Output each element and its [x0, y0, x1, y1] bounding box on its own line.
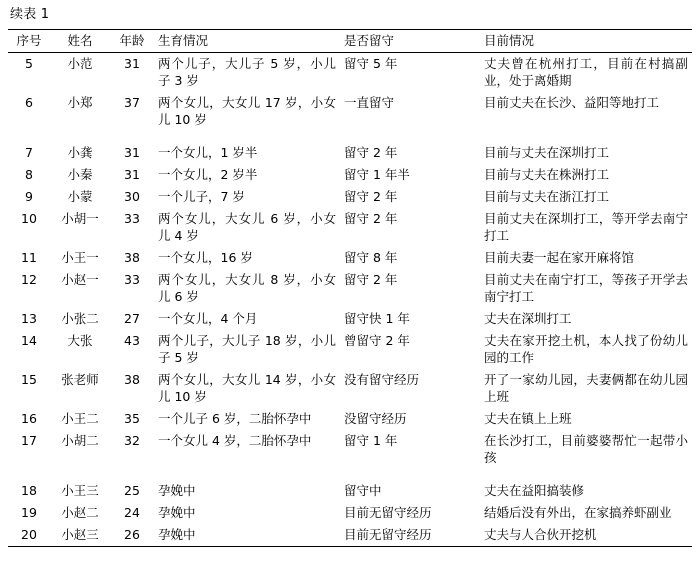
- cell-seq: 7: [25, 145, 33, 160]
- cell-current: 目前夫妻一起在家开麻将馆: [484, 250, 635, 265]
- cell-stay: 留守 5 年: [344, 56, 398, 71]
- table-header: [8, 30, 692, 53]
- cell-birth: 两个女儿，大女儿 17 岁，小女儿 10 岁: [158, 95, 336, 127]
- table-row: [8, 308, 692, 330]
- cell-name: 小王一: [61, 250, 99, 265]
- cell-current: 开了一家幼儿园，夫妻俩都在幼儿园上班: [484, 372, 688, 404]
- header-row: [8, 30, 692, 53]
- column-header-birth: 生育情况: [154, 30, 340, 53]
- cell-current: 丈夫在镇上上班: [484, 411, 572, 426]
- cell-name: 小范: [67, 56, 93, 71]
- cell-birth: 一个女儿 4 岁，二胎怀孕中: [158, 433, 312, 448]
- cell-seq: 8: [25, 167, 33, 182]
- cell-name: 小蒙: [67, 189, 93, 204]
- table-row: [8, 208, 692, 247]
- column-header-name: 姓名: [50, 30, 110, 53]
- cell-seq: 6: [25, 95, 33, 110]
- cell-name: 小胡二: [61, 433, 99, 448]
- cell-age: 38: [124, 250, 140, 265]
- cell-seq: 5: [25, 56, 33, 71]
- cell-name: 小郑: [67, 95, 93, 110]
- column-header-age: 年龄: [110, 30, 154, 53]
- survey-table: [8, 29, 692, 547]
- cell-stay: 留守 2 年: [344, 211, 398, 226]
- cell-stay: 留守 2 年: [344, 189, 398, 204]
- cell-name: 小胡一: [61, 211, 99, 226]
- cell-seq: 20: [8, 524, 50, 547]
- cell-current: 目前丈夫在深圳打工，等开学去南宁打工: [484, 211, 688, 243]
- cell-current: 目前与丈夫在浙江打工: [484, 189, 610, 204]
- table-row: [8, 92, 692, 131]
- column-header-stay: 是否留守: [340, 30, 480, 53]
- cell-birth: 孕娩中: [154, 524, 340, 547]
- cell-age: 31: [124, 145, 140, 160]
- cell-birth: 一个儿子，7 岁: [158, 189, 245, 204]
- cell-seq: 9: [25, 189, 33, 204]
- cell-current: 在长沙打工，目前婆婆帮忙一起带小孩: [484, 433, 688, 465]
- cell-age: 33: [124, 211, 140, 226]
- table-row: [8, 186, 692, 208]
- cell-stay: 一直留守: [344, 95, 395, 110]
- cell-age: 35: [124, 411, 140, 426]
- cell-stay: 没有留守经历: [344, 372, 420, 387]
- cell-birth: 一个女儿，2 岁半: [158, 167, 258, 182]
- cell-name: 小龚: [67, 145, 93, 160]
- cell-stay: 留守 1 年: [344, 433, 398, 448]
- cell-stay: 留守 2 年: [344, 272, 398, 287]
- table-row: [8, 430, 692, 469]
- table-row: [8, 142, 692, 164]
- cell-current: 丈夫与人合伙开挖机: [480, 524, 692, 547]
- row-spacer: [8, 131, 692, 142]
- cell-name: 张老师: [61, 372, 99, 387]
- cell-stay: 留守 1 年半: [344, 167, 410, 182]
- cell-stay: 留守中: [344, 483, 382, 498]
- cell-name: 小秦: [67, 167, 93, 182]
- table-row: [8, 164, 692, 186]
- column-header-seq: 序号: [8, 30, 50, 53]
- cell-birth: 一个女儿，16 岁: [158, 250, 253, 265]
- cell-seq: 19: [21, 505, 37, 520]
- cell-age: 26: [110, 524, 154, 547]
- cell-current: 目前与丈夫在深圳打工: [484, 145, 610, 160]
- cell-seq: 13: [21, 311, 37, 326]
- table-row: [8, 480, 692, 502]
- cell-age: 25: [124, 483, 140, 498]
- cell-seq: 18: [21, 483, 37, 498]
- cell-name: 大张: [67, 333, 93, 348]
- table-row: [8, 369, 692, 408]
- cell-age: 37: [124, 95, 140, 110]
- table-row: [8, 502, 692, 524]
- cell-seq: 12: [21, 272, 37, 287]
- cell-age: 27: [124, 311, 140, 326]
- cell-birth: 两个儿子，大儿子 18 岁，小儿子 5 岁: [158, 333, 336, 365]
- cell-seq: 17: [21, 433, 37, 448]
- cell-current: 丈夫在益阳搞装修: [484, 483, 585, 498]
- cell-current: 丈夫在家开挖土机，本人找了份幼儿园的工作: [484, 333, 688, 365]
- row-spacer: [8, 469, 692, 480]
- table-row: [8, 269, 692, 308]
- cell-seq: 10: [21, 211, 37, 226]
- cell-birth: 孕娩中: [158, 505, 196, 520]
- cell-birth: 一个儿子 6 岁，二胎怀孕中: [158, 411, 312, 426]
- cell-age: 31: [124, 56, 140, 71]
- cell-stay: 曾留守 2 年: [344, 333, 410, 348]
- table-row: [8, 247, 692, 269]
- cell-stay: 没留守经历: [344, 411, 407, 426]
- cell-seq: 14: [21, 333, 37, 348]
- cell-age: 31: [124, 167, 140, 182]
- cell-stay: 目前无留守经历: [344, 505, 432, 520]
- table-row: [8, 330, 692, 369]
- cell-birth: 孕娩中: [158, 483, 196, 498]
- cell-seq: 15: [21, 372, 37, 387]
- table-body: [8, 53, 692, 547]
- cell-current: 目前与丈夫在株洲打工: [484, 167, 610, 182]
- cell-birth: 两个儿子，大儿子 5 岁，小儿子 3 岁: [158, 56, 336, 88]
- cell-age: 33: [124, 272, 140, 287]
- cell-current: 丈夫在深圳打工: [484, 311, 572, 326]
- cell-birth: 两个女儿，大女儿 8 岁，小女儿 6 岁: [158, 272, 336, 304]
- cell-current: 目前丈夫在南宁打工，等孩子开学去南宁打工: [484, 272, 688, 304]
- cell-seq: 16: [21, 411, 37, 426]
- cell-current: 结婚后没有外出，在家搞养虾副业: [484, 505, 672, 520]
- column-header-current: 目前情况: [480, 30, 692, 53]
- cell-age: 32: [124, 433, 140, 448]
- cell-name: 小赵一: [61, 272, 99, 287]
- cell-current: 丈夫曾在杭州打工，目前在村搞副业，处于离婚期: [484, 56, 688, 88]
- cell-name: 小赵二: [61, 505, 99, 520]
- cell-birth: 一个女儿，4 个月: [158, 311, 258, 326]
- cell-current: 目前丈夫在长沙、益阳等地打工: [484, 95, 660, 110]
- cell-stay: 目前无留守经历: [340, 524, 480, 547]
- cell-stay: 留守 2 年: [344, 145, 398, 160]
- cell-age: 30: [124, 189, 140, 204]
- cell-birth: 两个女儿，大女儿 6 岁，小女儿 4 岁: [158, 211, 336, 243]
- cell-name: 小王三: [61, 483, 99, 498]
- table-row: [8, 408, 692, 430]
- cell-name: 小赵三: [50, 524, 110, 547]
- cell-name: 小张二: [61, 311, 99, 326]
- table-row: [8, 53, 692, 93]
- cell-name: 小王二: [61, 411, 99, 426]
- cell-age: 38: [124, 372, 140, 387]
- cell-age: 43: [124, 333, 140, 348]
- cell-stay: 留守 8 年: [344, 250, 398, 265]
- cell-age: 24: [124, 505, 140, 520]
- table-row: [8, 524, 692, 547]
- cell-stay: 留守快 1 年: [344, 311, 410, 326]
- cell-seq: 11: [21, 250, 37, 265]
- table-caption: 续表 1: [10, 7, 50, 22]
- cell-birth: 两个女儿，大女儿 14 岁，小女儿 10 岁: [158, 372, 336, 404]
- cell-birth: 一个女儿，1 岁半: [158, 145, 258, 160]
